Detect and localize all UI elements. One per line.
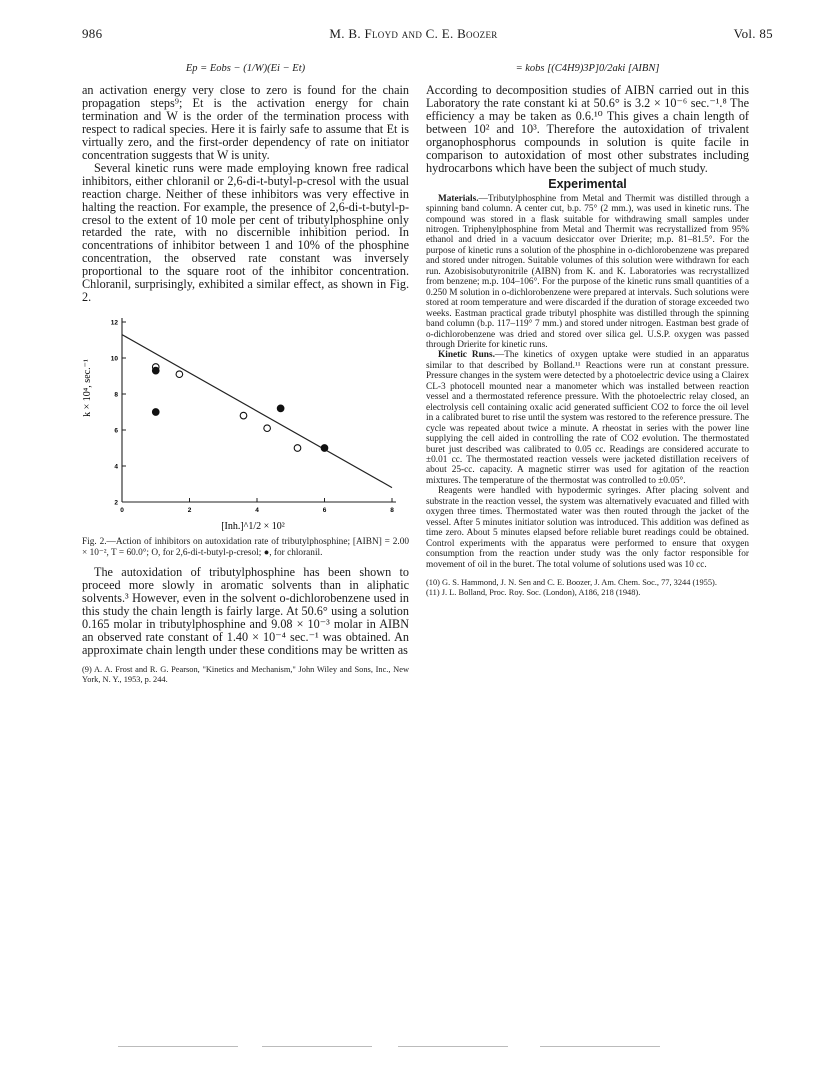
- footnote-9: (9) A. A. Frost and R. G. Pearson, "Kinetics and Mechanism," John Wiley and Sons, Inc., New York, N. Y., 1953, p. 244.: [82, 665, 409, 685]
- bottom-rule: [118, 1046, 238, 1047]
- figure-caption: Fig. 2.—Action of inhibitors on autoxidation rate of tributylphosphine; [AIBN] = 2.00 × 10⁻², T = 60.0°; O, for 2,6-di-t-butyl-p-cresol; ●, for chloranil.: [82, 537, 409, 558]
- reagents-paragraph: Reagents were handled with hypodermic syringes. After placing solvent and substrate in the reaction vessel, the system was alternatively evacuated and filled with oxygen three times. Thermostated water was then routed through the jacket of the vessel. After 5 minutes initiator solution was introduced. This addition was defined as time zero. About 5 minutes elapsed before reliable buret readings could be obtained. Control experiments with the apparatus were performed to ensure that oxygen consumption from the reaction under study was the only factor responsible for movement of oil in the buret. The total volume of solutions used was 10 cc.: [426, 486, 749, 570]
- kinetic-heading: Kinetic Runs.: [438, 350, 495, 361]
- data-point-cresol: [176, 371, 183, 378]
- paragraph: Several kinetic runs were made employing known free radical inhibitors, either chloranil or 2,6-di-t-butyl-p-cresol with the usual reaction charge. Neither of these inhibitors was very effective in halting the reaction. For example, the presence of 2,6-di-t-butyl-p-cresol to the extent of 10 mole per cent of tributylphosphine only retarded the rate, with no discernible inhibition period. In concentrations of inhibitor between 1 and 10% of the phosphine concentration, the observed rate constant was inversely proportional to the square root of the inhibitor concentration. Chloranil, surprisingly, exhibited a similar effect, as shown in Fig. 2.: [82, 160, 409, 305]
- kinetic-text: —The kinetics of oxygen uptake were studied in an apparatus similar to that described by Bolland.¹¹ Reactions were run at constant pressure. Pressure changes in the system were detected by a photoelectric device using a Clairex CL-3 photocell mounted near a manometer which was installed between reaction vessel and a thermostated reference pressure. With the photoelectric relay closed, an electrolysis cell containing oxalic acid generated sufficient CO2 to force the oil level in a calibrated buret to rise until the system was restored to the reference pressure. The cycle was repeated about twice a minute. A rheostat in series with the power line supplying the cell aided in controlling the rate of CO2 evolution. The thermostated buret just described was calibrated to 0.05 cc. Readings are considered accurate to ±0.01 cc. The thermostated reaction vessels were jacketed distillation receivers of about 25-cc. capacity. A magnetic stirrer was used for agitation of the reaction mixtures. The temperature of the thermostat was controlled to ±0.05°.: [426, 350, 749, 486]
- equation-chain-length: = kobs [(C4H9)3P]0/2aki [AIBN]: [515, 63, 660, 74]
- page-number: 986: [82, 26, 103, 41]
- chart-svg: [82, 310, 409, 535]
- y-tick-label: 2: [114, 499, 118, 507]
- data-point-chloranil: [277, 405, 284, 412]
- data-point-chloranil: [152, 368, 159, 375]
- section-title: Experimental: [548, 176, 627, 191]
- x-tick-label: 4: [255, 507, 259, 515]
- data-point-cresol: [264, 425, 271, 432]
- chart-axes: [122, 318, 396, 502]
- right-column: [426, 58, 749, 598]
- y-tick-label: 4: [114, 463, 118, 471]
- y-tick-label: 12: [110, 319, 118, 327]
- left-column: [82, 58, 409, 685]
- footnotes-right: [426, 578, 749, 598]
- bottom-rule: [262, 1046, 372, 1047]
- chart-points: [152, 364, 327, 452]
- y-axis-label: k × 10⁴, sec.⁻¹: [82, 359, 93, 418]
- paragraph: an activation energy very close to zero is found for the chain propagation steps⁹; Et is the activation energy for chain termination and W is the order of the termination process with respect to radical species. Here it is fairly safe to assume that Et is virtually zero, and the first-order dependency of rate on initiator concentration suggests that W is unity.: [82, 83, 409, 162]
- x-axis-label: [Inh.]^1/2 × 10²: [221, 521, 285, 533]
- x-tick-label: 2: [187, 507, 192, 515]
- x-tick-label: 8: [390, 507, 394, 515]
- data-point-cresol: [294, 445, 301, 452]
- paragraph: The autoxidation of tributylphosphine has been shown to proceed more slowly in aromatic solvents than in aliphatic solvents.³ However, even in the solvent o-dichlorobenzene used in this study the chain length is fairly large. At 50.6° using a solution 0.165 molar in tributylphosphine and 9.08 × 10⁻³ molar in AIBN an observed rate constant of 1.40 × 10⁻⁴ sec.⁻¹ was obtained. An approximate chain length under these conditions may be written as: [82, 565, 409, 658]
- materials-heading: Materials.: [438, 193, 479, 204]
- bottom-rule: [398, 1046, 508, 1047]
- data-point-cresol: [240, 413, 247, 420]
- data-point-chloranil: [152, 409, 159, 416]
- x-tick-label: 0: [120, 507, 124, 515]
- volume-label: Vol. 85: [733, 26, 773, 41]
- materials-text: —Tributylphosphine from Metal and Thermit was distilled through a spinning band column. A center cut, b.p. 75° (2 mm.), was used in kinetic runs. The compound was stored in a flask suitable for withdrawing small samples under nitrogen. Triphenylphosphine from Metal and Thermit was recrystallized from 95% ethanol and dried in a vacuum desiccator over Drierite; m.p. 81–81.5°. For the purpose of kinetic runs a solution of the phosphine in o-dichlorobenzene was prepared and stored under nitrogen. Suitable volumes of this solution were withdrawn for each run. Azobisisobutyronitrile (AIBN) from K. and K. Laboratories was recrystallized from benzene; m.p. 104–106°. For the purpose of the kinetic runs small quantities of a 0.250 M solution in o-dichlorobenzene were prepared at intervals. Such solutions were stored at room temperature and were discarded if the duration of storage exceeded two weeks. Eastman practical grade tributyl phosphite was distilled through the spinning band column (b.p. 117–119° 7 mm.) and stored under nitrogen. Eastman best grade of o-dichlorobenzene was dried and stored over silica gel. U.S.P. oxygen was passed through Drierite for kinetic runs.: [426, 193, 749, 351]
- fit-line: [122, 335, 392, 488]
- data-point-chloranil: [321, 445, 328, 452]
- figure-2: [82, 310, 409, 535]
- y-tick-label: 8: [114, 391, 118, 399]
- y-tick-label: 10: [110, 355, 118, 363]
- paragraph: According to decomposition studies of AIBN carried out in this Laboratory the rate constant ki at 50.6° is 3.2 × 10⁻⁶ sec.⁻¹.⁸ The efficiency a may be taken as 0.6.¹⁰ This gives a chain length of between 10² and 10³. Therefore the autoxidation of trivalent organophosphorus compounds in solution is quite facile in comparison to autoxidation of most other substrates including hydrocarbons which have been the subject of much study.: [426, 83, 749, 175]
- x-tick-label: 6: [322, 507, 327, 515]
- chart-ticks: [111, 320, 394, 515]
- chart-fit-line: [122, 335, 392, 488]
- equation-ep: Ep = Eobs − (1/W)(Ei − Et): [185, 63, 306, 74]
- footnotes-left: [82, 665, 409, 685]
- footnote-10: (10) G. S. Hammond, J. N. Sen and C. E. Boozer, J. Am. Chem. Soc., 77, 3244 (1955).: [426, 577, 717, 587]
- materials-paragraph: [426, 194, 749, 351]
- bottom-rule: [540, 1046, 660, 1047]
- kinetic-paragraph: [426, 350, 749, 486]
- running-head: M. B. Floyd and C. E. Boozer: [329, 26, 498, 41]
- footnote-11: (11) J. L. Bolland, Proc. Roy. Soc. (London), A186, 218 (1948).: [426, 588, 641, 598]
- y-tick-label: 6: [114, 427, 118, 435]
